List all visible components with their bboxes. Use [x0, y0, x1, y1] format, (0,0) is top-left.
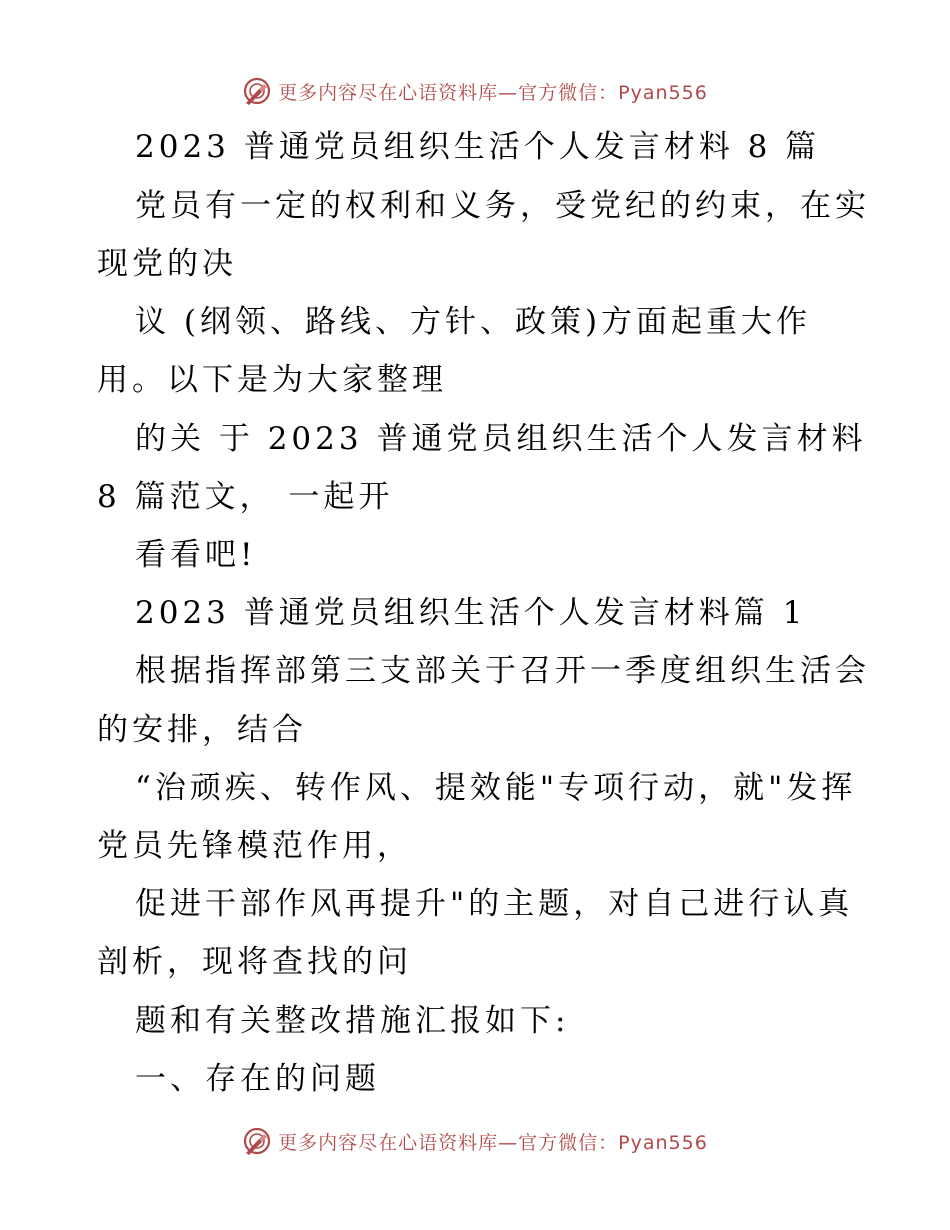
- pen-logo-icon: [242, 1126, 272, 1156]
- pen-logo-icon: [242, 76, 272, 106]
- paragraph-line: 的安排，结合: [97, 712, 307, 748]
- paragraph-line: 党员先锋模范作用，: [97, 828, 412, 864]
- watermark-header: [0, 71, 950, 111]
- paragraph-line: 剖析，现将查找的问: [97, 944, 412, 980]
- watermark-text: 更多内容尽在心语资料库—官方微信：Pyan556: [278, 81, 708, 104]
- paragraph-line: 根据指挥部第三支部关于召开一季度组织生活会: [135, 653, 870, 689]
- paragraph-line: 题和有关整改措施汇报如下:: [135, 1003, 570, 1039]
- paragraph-line: 看看吧!: [135, 537, 257, 573]
- watermark-footer: [0, 1121, 950, 1161]
- section-heading: 2023 普通党员组织生活个人发言材料篇 1: [135, 595, 807, 631]
- paragraph-line: “治顽疾、转作风、提效能"专项行动，就"发挥: [135, 770, 857, 806]
- document-title: 2023 普通党员组织生活个人发言材料 8 篇: [135, 129, 821, 165]
- paragraph-line: 促进干部作风再提升"的主题，对自己进行认真: [135, 886, 854, 922]
- paragraph-line: 党员有一定的权利和义务，受党纪的约束，在实: [135, 188, 870, 224]
- subsection-heading: 一、存在的问题: [135, 1061, 380, 1097]
- paragraph-line: 现党的决: [97, 246, 237, 282]
- paragraph-line: 用。以下是为大家整理: [97, 362, 447, 398]
- paragraph-line: 议 (纲领、路线、方针、政策)方面起重大作: [135, 304, 812, 340]
- paragraph-line: 8 篇范文， 一起开: [97, 479, 394, 515]
- watermark-text: 更多内容尽在心语资料库—官方微信：Pyan556: [278, 1131, 708, 1154]
- paragraph-line: 的关 于 2023 普通党员组织生活个人发言材料: [135, 421, 867, 457]
